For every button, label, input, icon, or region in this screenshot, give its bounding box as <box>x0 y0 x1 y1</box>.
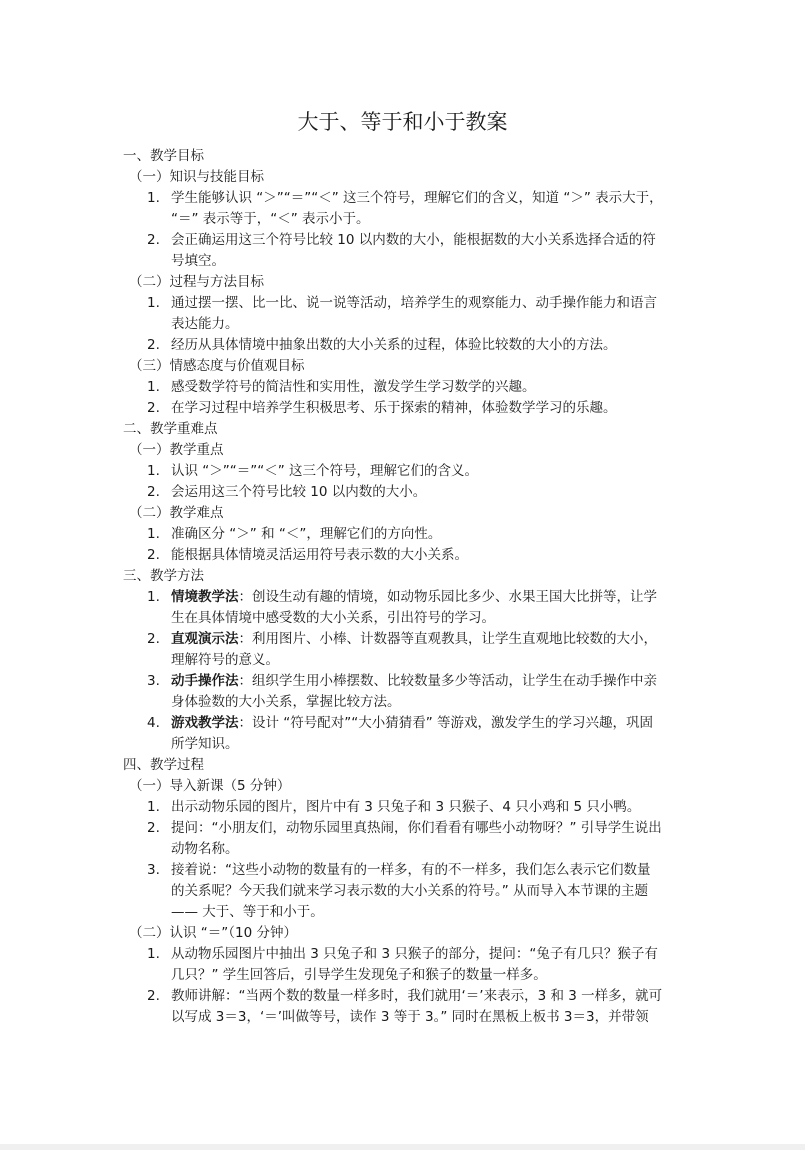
subsection-heading: （三）情感态度与价值观目标 <box>129 358 305 374</box>
item-text: 准确区分 “＞” 和 “＜”，理解它们的方向性。 <box>171 526 442 542</box>
item-text: 号填空。 <box>171 253 225 269</box>
item-number: 2. <box>147 337 160 353</box>
item-text: 通过摆一摆、比一比、说一说等活动，培养学生的观察能力、动手操作能力和语言 <box>171 295 657 311</box>
section-heading: 三、教学方法 <box>123 568 204 584</box>
item-number: 3. <box>147 862 160 878</box>
item-text: 学生能够认识 “＞”“＝”“＜” 这三个符号，理解它们的含义，知道 “＞” 表示大于， <box>171 190 663 206</box>
method-name: 情境教学法 <box>171 589 239 605</box>
item-number: 2. <box>147 232 160 248</box>
item-text: —— 大于、等于和小于。 <box>171 904 324 920</box>
item-text: 出示动物乐园的图片，图片中有 3 只兔子和 3 只猴子、4 只小鸡和 5 只小鸭。 <box>171 799 641 815</box>
item-text: 理解符号的意义。 <box>171 652 279 668</box>
item-text: 所学知识。 <box>171 736 239 752</box>
subsection-heading: （一）教学重点 <box>129 442 224 458</box>
section-heading: 一、教学目标 <box>123 148 204 164</box>
item-text <box>171 671 657 692</box>
item-text: 生在具体情境中感受数的大小关系，引出符号的学习。 <box>171 610 495 626</box>
section-heading: 二、教学重难点 <box>123 421 218 437</box>
item-number: 2. <box>147 820 160 836</box>
subsection-heading: （一）知识与技能目标 <box>129 169 264 185</box>
item-number: 1. <box>147 295 160 311</box>
item-number: 2. <box>147 547 160 563</box>
item-text: 会运用这三个符号比较 10 以内数的大小。 <box>171 484 427 500</box>
item-number: 1. <box>147 379 160 395</box>
item-text: 的关系呢？今天我们就来学习表示数的大小关系的符号。” 从而导入本节课的主题 <box>171 883 649 899</box>
document-title: 大于、等于和小于教案 <box>297 110 508 134</box>
item-number: 3. <box>147 673 160 689</box>
item-text: 身体验数的大小关系，掌握比较方法。 <box>171 694 401 710</box>
item-number: 1. <box>147 190 160 206</box>
subsection-heading: （二）认识 “＝”（10 分钟） <box>129 925 297 941</box>
item-text: 感受数学符号的简洁性和实用性，激发学生学习数学的兴趣。 <box>171 379 536 395</box>
subsection-heading: （二）过程与方法目标 <box>129 274 264 290</box>
method-name: 直观演示法 <box>171 631 239 647</box>
item-text: 在学习过程中培养学生积极思考、乐于探索的精神，体验数学学习的乐趣。 <box>171 400 617 416</box>
item-number: 2. <box>147 631 160 647</box>
method-description: ：设计 “符号配对”“大小猜猜看” 等游戏，激发学生的学习兴趣，巩固 <box>238 715 654 731</box>
method-name: 动手操作法 <box>171 673 239 689</box>
item-text: 几只？” 学生回答后，引导学生发现兔子和猴子的数量一样多。 <box>171 967 547 983</box>
item-text: 能根据具体情境灵活运用符号表示数的大小关系。 <box>171 547 468 563</box>
item-number: 1. <box>147 463 160 479</box>
item-number: 2. <box>147 484 160 500</box>
item-number: 2. <box>147 400 160 416</box>
item-text: 从动物乐园图片中抽出 3 只兔子和 3 只猴子的部分，提问：“兔子有几只？猴子有 <box>171 946 658 962</box>
item-text: 经历从具体情境中抽象出数的大小关系的过程，体验比较数的大小的方法。 <box>171 337 617 353</box>
item-text: 接着说：“这些小动物的数量有的一样多，有的不一样多，我们怎么表示它们数量 <box>171 862 651 878</box>
section-heading: 四、教学过程 <box>123 757 204 773</box>
page-bottom-divider <box>0 1144 805 1150</box>
item-text <box>171 713 653 734</box>
item-text: 动物名称。 <box>171 841 239 857</box>
method-description: ：利用图片、小棒、计数器等直观教具，让学生直观地比较数的大小， <box>238 631 657 647</box>
subsection-heading: （二）教学难点 <box>129 505 224 521</box>
item-text: 以写成 3＝3，‘＝’叫做等号，读作 3 等于 3。” 同时在黑板上板书 3＝3，并带领 <box>171 1009 649 1025</box>
subsection-heading: （一）导入新课（5 分钟） <box>129 778 291 794</box>
method-name: 游戏教学法 <box>171 715 239 731</box>
item-text: 提问：“小朋友们，动物乐园里真热闹，你们看看有哪些小动物呀？” 引导学生说出 <box>171 820 662 836</box>
item-number: 1. <box>147 526 160 542</box>
item-text: “＝” 表示等于，“＜” 表示小于。 <box>171 211 370 227</box>
item-number: 2. <box>147 988 160 1004</box>
item-number: 1. <box>147 946 160 962</box>
item-number: 1. <box>147 589 160 605</box>
item-text: 认识 “＞”“＝”“＜” 这三个符号，理解它们的含义。 <box>171 463 479 479</box>
item-text: 会正确运用这三个符号比较 10 以内数的大小，能根据数的大小关系选择合适的符 <box>171 232 656 248</box>
item-text: 表达能力。 <box>171 316 239 332</box>
method-description: ：组织学生用小棒摆数、比较数量多少等活动，让学生在动手操作中亲 <box>238 673 657 689</box>
item-number: 4. <box>147 715 160 731</box>
item-text: 教师讲解：“当两个数的数量一样多时，我们就用‘＝’来表示，3 和 3 一样多，就可 <box>171 988 663 1004</box>
method-description: ：创设生动有趣的情境，如动物乐园比多少、水果王国大比拼等，让学 <box>238 589 657 605</box>
item-number: 1. <box>147 799 160 815</box>
item-text <box>171 629 657 650</box>
item-text <box>171 587 657 608</box>
